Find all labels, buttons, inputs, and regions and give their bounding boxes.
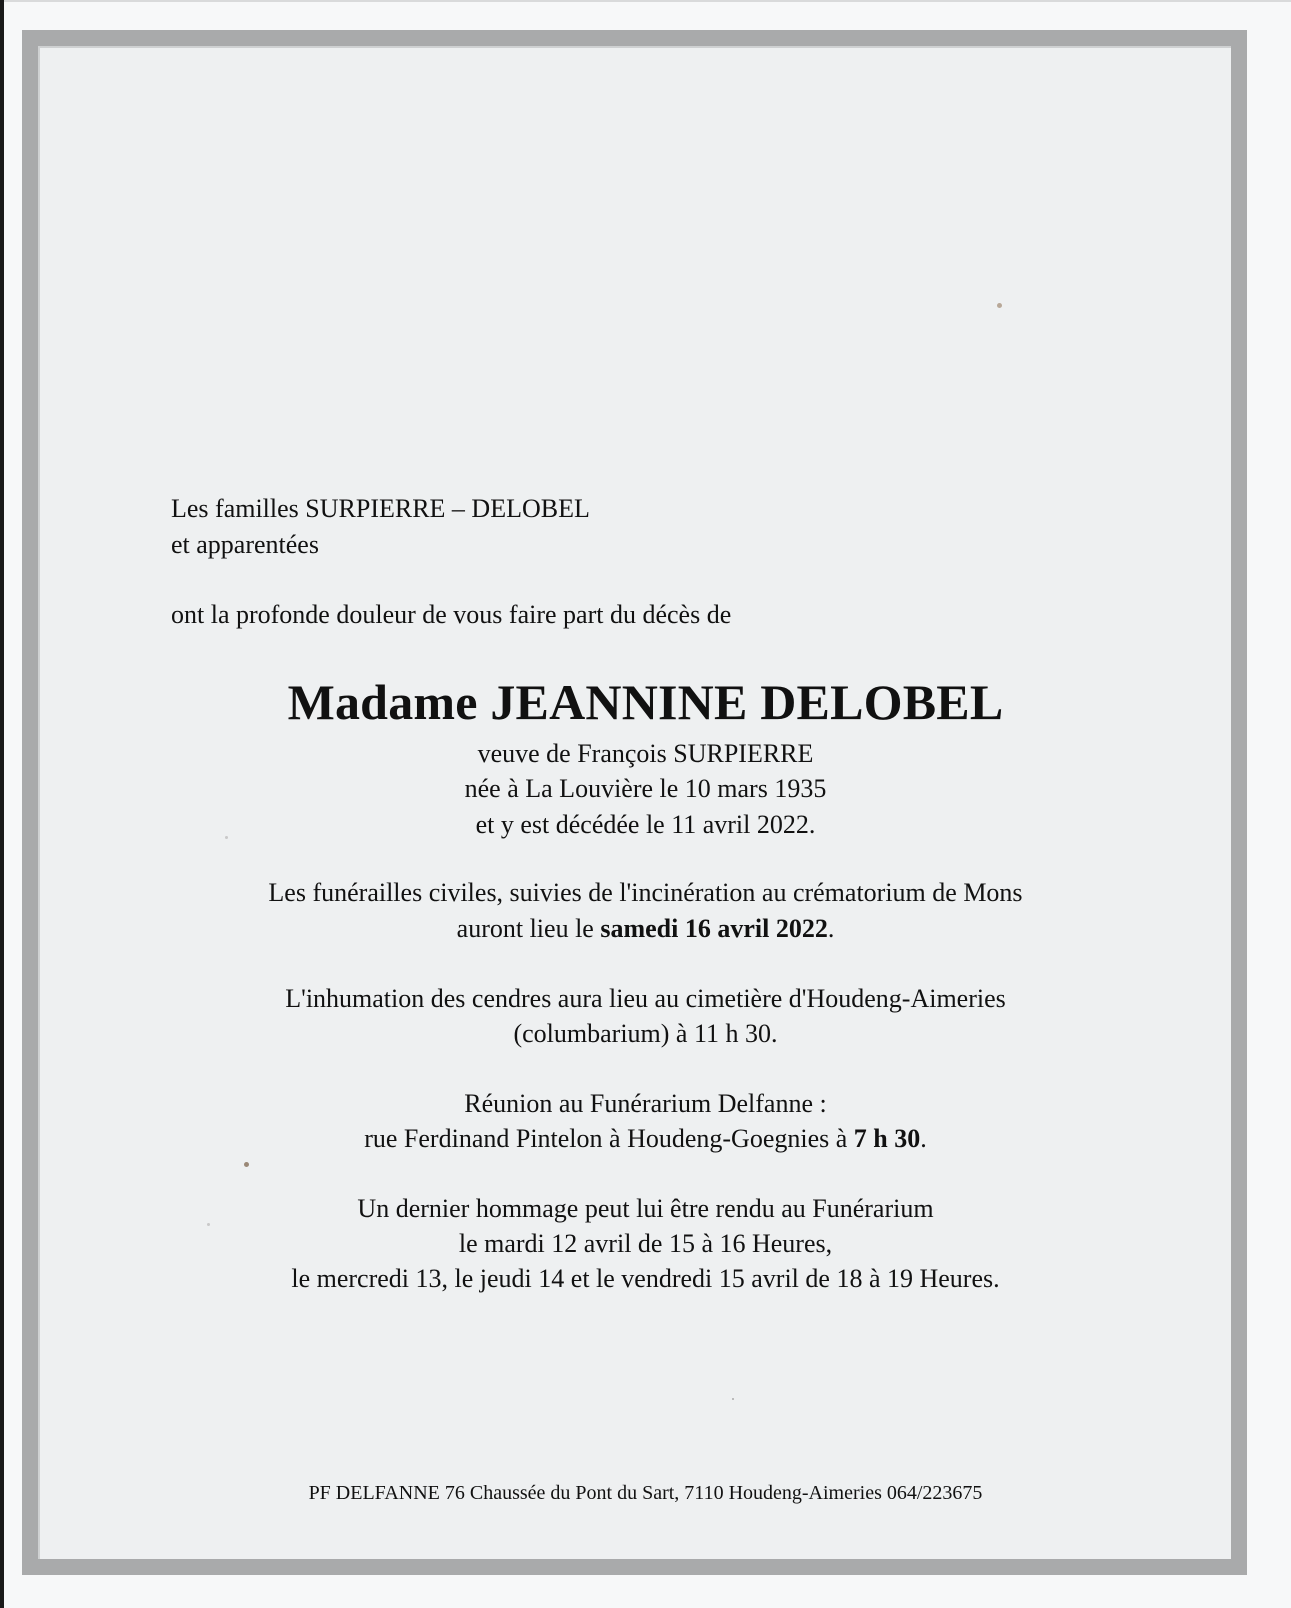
meeting-time: 7 h 30: [853, 1124, 921, 1153]
scan-top-edge: [0, 0, 1291, 2]
meeting-line-2-prefix: rue Ferdinand Pintelon à Houdeng-Goegnies à: [364, 1124, 854, 1153]
meeting-line-1: Réunion au Funérarium Delfanne :: [464, 1089, 827, 1118]
intro-line: ont la profonde douleur de vous faire part du décès de: [171, 600, 732, 629]
tribute-line-1: Un dernier hommage peut lui être rendu au Funérarium: [357, 1194, 934, 1223]
dust-speck: [244, 1162, 249, 1167]
funeral-line-2: [0, 912, 1291, 946]
dust-speck: [732, 1398, 734, 1400]
dust-speck: [997, 303, 1002, 308]
birth-line: née à La Louvière le 10 mars 1935: [464, 774, 827, 803]
tribute-line-2: le mardi 12 avril de 15 à 16 Heures,: [458, 1229, 833, 1258]
funeral-line-2-suffix: .: [827, 914, 835, 943]
families-line: Les familles SURPIERRE – DELOBEL: [171, 494, 590, 523]
footer-funeral-home: PF DELFANNE 76 Chaussée du Pont du Sart, 7110 Houdeng-Aimeries 064/223675: [308, 1482, 983, 1504]
tribute-line-3: le mercredi 13, le jeudi 14 et le vendredi 15 avril de 18 à 19 Heures.: [291, 1264, 1000, 1293]
death-line: et y est décédée le 11 avril 2022.: [475, 810, 816, 839]
funeral-date: samedi 16 avril 2022: [600, 914, 828, 943]
widow-line: veuve de François SURPIERRE: [477, 739, 814, 768]
funeral-line-1: Les funérailles civiles, suivies de l'incinération au crématorium de Mons: [268, 878, 1023, 907]
deceased-name: Madame JEANNINE DELOBEL: [287, 674, 1004, 730]
meeting-line-2: [0, 1122, 1291, 1156]
meeting-line-2-suffix: .: [920, 1124, 927, 1153]
related-line: et apparentées: [171, 530, 319, 559]
funeral-line-2-prefix: auront lieu le: [456, 914, 601, 943]
burial-line-2: (columbarium) à 11 h 30.: [513, 1019, 778, 1048]
burial-line-1: L'inhumation des cendres aura lieu au cimetière d'Houdeng-Aimeries: [285, 984, 1006, 1013]
